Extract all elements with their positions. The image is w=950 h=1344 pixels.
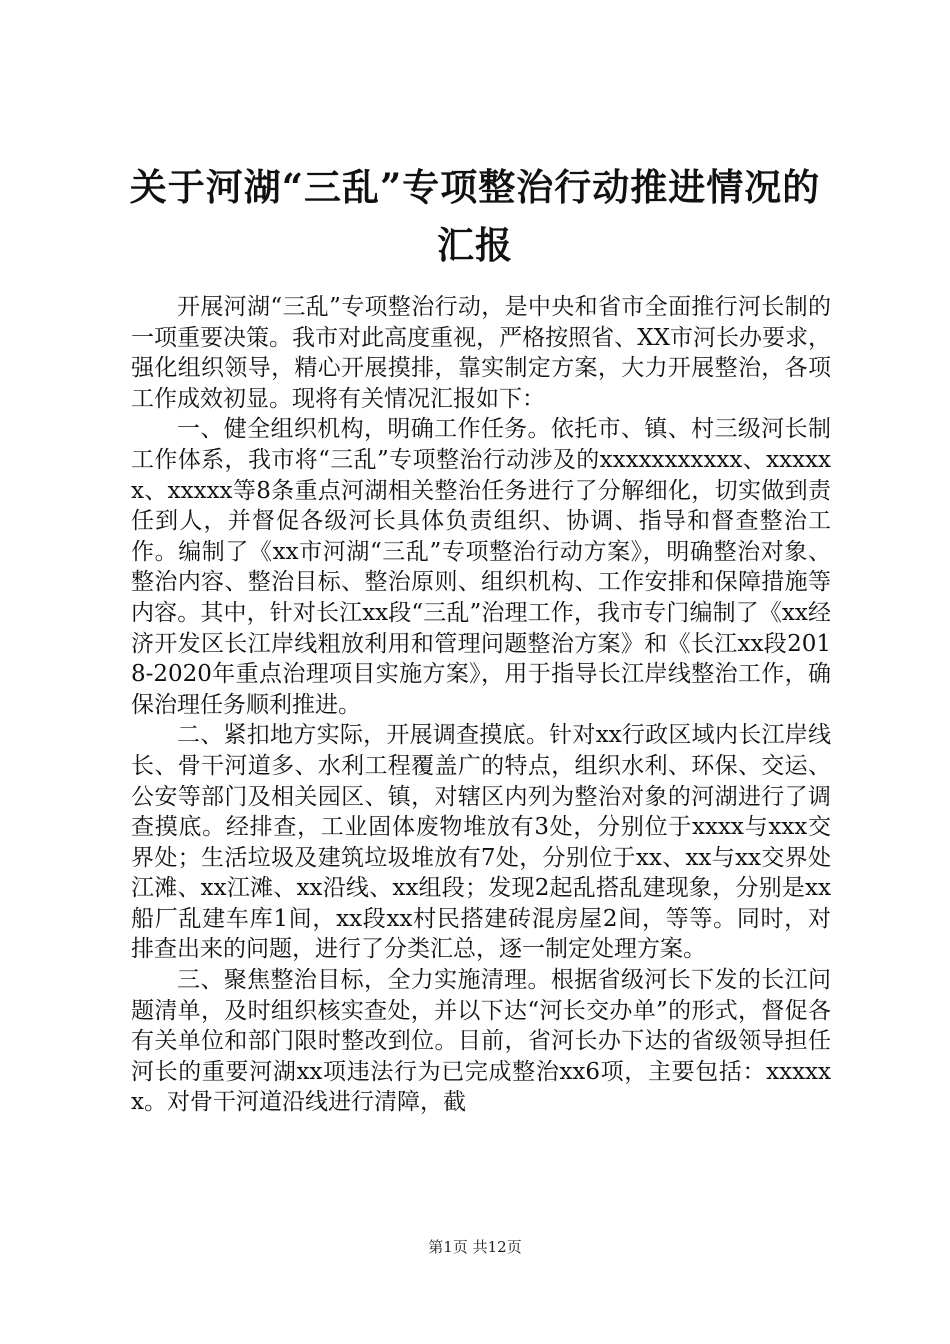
document-body: [131, 292, 831, 1118]
paragraph-section-3: 三、聚焦整治目标，全力实施清理。根据省级河长下发的长江问题清单，及时组织核实查处，并以下达“河长交办单”的形式，督促各有关单位和部门限时整改到位。目前，省河长办下达的省级领导担任河长的重要河湖xx项违法行为已完成整治xx6项，主要包括：xxxxxx。对骨干河道沿线进行清障，截: [131, 967, 831, 1116]
paragraph-intro: 开展河湖“三乱”专项整治行动，是中央和省市全面推行河长制的一项重要决策。我市对此高度重视，严格按照省、XX市河长办要求，强化组织领导，精心开展摸排，靠实制定方案，大力开展整治，各项工作成效初显。现将有关情况汇报如下：: [131, 294, 831, 412]
paragraph-section-2: 二、紧扣地方实际，开展调查摸底。针对xx行政区域内长江岸线长、骨干河道多、水利工程覆盖广的特点，组织水利、环保、交运、公安等部门及相关园区、镇，对辖区内列为整治对象的河湖进行了调查摸底。经排查，工业固体废物堆放有3处，分别位于xxxx与xxx交界处；生活垃圾及建筑垃圾堆放有7处，分别位于xx、xx与xx交界处江滩、xx江滩、xx沿线、xx组段；发现2起乱搭乱建现象，分别是xx船厂乱建车库1间，xx段xx村民搭建砖混房屋2间，等等。同时，对排查出来的问题，进行了分类汇总，逐一制定处理方案。: [131, 722, 831, 963]
document-title: 关于河湖“三乱”专项整治行动推进情况的汇报: [129, 165, 821, 267]
page-footer: 第1页 共12页: [428, 1238, 522, 1256]
paragraph-section-1: 一、健全组织机构，明确工作任务。依托市、镇、村三级河长制工作体系，我市将“三乱”专项整治行动涉及的xxxxxxxxxxx、xxxxxx、xxxxx等8条重点河湖相关整治任务进行了分解细化，切实做到责任到人，并督促各级河长具体负责组织、协调、指导和督查整治工作。编制了《xx市河湖“三乱”专项整治行动方案》，明确整治对象、整治内容、整治目标、整治原则、组织机构、工作安排和保障措施等内容。其中，针对长江xx段“三乱”治理工作，我市专门编制了《xx经济开发区长江岸线粗放利用和管理问题整治方案》和《长江xx段2018-2020年重点治理项目实施方案》，用于指导长江岸线整治工作，确保治理任务顺利推进。: [131, 416, 831, 718]
